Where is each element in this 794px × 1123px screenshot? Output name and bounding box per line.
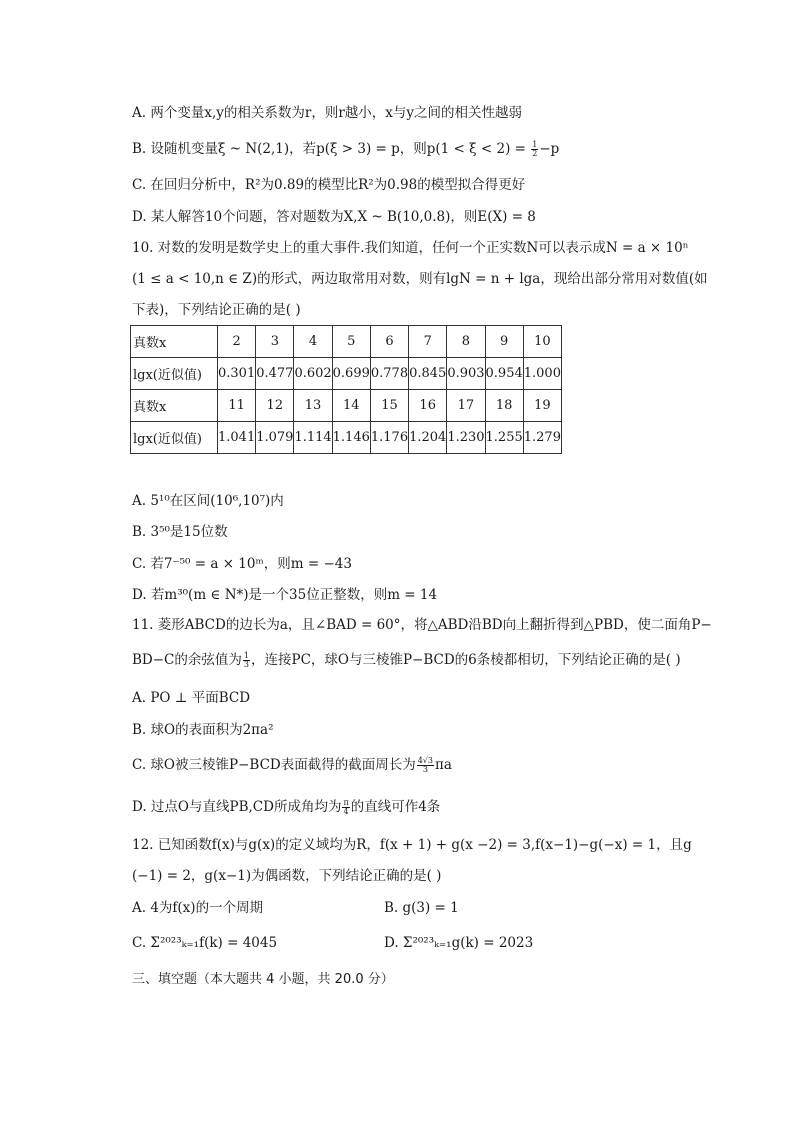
q11-option-d bbox=[132, 797, 440, 817]
q11-option-b: B. 球O的表面积为2πa² bbox=[132, 722, 274, 738]
table-row bbox=[131, 390, 562, 422]
q10-option-a: A. 5¹⁰在区间(10⁶,10⁷)内 bbox=[132, 493, 284, 509]
q12-stem-line-2: (−1) = 2，g(x−1)为偶函数，下列结论正确的是( ) bbox=[132, 868, 442, 884]
table-cell: 0.477 bbox=[256, 358, 294, 390]
table-cell: 0.301 bbox=[218, 358, 256, 390]
q11-option-c-text: C. 球O被三棱锥P−BCD表面截得的截面周长为 bbox=[132, 757, 416, 773]
q10-option-b: B. 3⁵⁰是15位数 bbox=[132, 524, 228, 540]
log-value-table bbox=[130, 325, 562, 454]
q9-option-b-text: B. 设随机变量ξ ~ N(2,1)，若p(ξ > 3) = p，则p(1 < ξ < 2) = bbox=[132, 141, 531, 157]
q12-option-d: D. Σ²⁰²³ₖ₌₁g(k) = 2023 bbox=[384, 935, 534, 951]
table-cell: 1.079 bbox=[256, 422, 294, 454]
q10-option-c: C. 若7⁻⁵⁰ = a × 10ᵐ，则m = −43 bbox=[132, 556, 352, 572]
q10-option-d: D. 若m³⁰(m ∈ N*)是一个35位正整数，则m = 14 bbox=[132, 587, 438, 603]
q10-stem-line-2: (1 ≤ a < 10,n ∈ Z)的形式，两边取常用对数，则有lgN = n + lga，现给出部分常用对数值(如 bbox=[132, 271, 708, 287]
table-cell: 10 bbox=[523, 326, 561, 358]
table-cell: 4 bbox=[294, 326, 332, 358]
fraction-denominator: 3 bbox=[243, 660, 249, 669]
table-row-header: 真数x bbox=[131, 390, 218, 422]
q11-option-a: A. PO ⊥ 平面BCD bbox=[132, 690, 251, 706]
table-cell: 1.230 bbox=[447, 422, 485, 454]
table-cell: 1.041 bbox=[218, 422, 256, 454]
q12-option-a: A. 4为f(x)的一个周期 bbox=[132, 900, 264, 916]
q11-option-c bbox=[132, 755, 452, 775]
q11-option-d-text: D. 过点O与直线PB,CD所成角均为 bbox=[132, 799, 342, 815]
q10-stem-line-3: 下表)，下列结论正确的是( ) bbox=[132, 302, 301, 318]
fraction-denominator: 2 bbox=[532, 149, 538, 158]
q9-option-b-tail: −p bbox=[539, 141, 560, 157]
table-cell: 0.699 bbox=[332, 358, 370, 390]
section-heading-fill-in: 三、填空题（本大题共 4 小题，共 20.0 分） bbox=[132, 972, 394, 987]
table-cell: 2 bbox=[218, 326, 256, 358]
q11-stem-line-2 bbox=[132, 650, 681, 670]
table-cell: 13 bbox=[294, 390, 332, 422]
table-cell: 1.000 bbox=[523, 358, 561, 390]
q11-option-d-tail: 的直线可作4条 bbox=[350, 799, 441, 815]
fraction-denominator: 4 bbox=[343, 807, 349, 816]
q9-option-c: C. 在回归分析中，R²为0.89的模型比R²为0.98的模型拟合得更好 bbox=[132, 177, 526, 193]
table-cell: 11 bbox=[218, 390, 256, 422]
q12-option-c: C. Σ²⁰²³ₖ₌₁f(k) = 4045 bbox=[132, 935, 278, 951]
q11-stem-line-2-text: BD−C的余弦值为 bbox=[132, 652, 242, 668]
fraction-numerator: 1 bbox=[532, 140, 538, 149]
table-cell: 17 bbox=[447, 390, 485, 422]
table-cell: 0.954 bbox=[485, 358, 523, 390]
q9-option-b-fraction bbox=[531, 141, 538, 158]
q11-option-c-tail: πa bbox=[435, 757, 452, 773]
table-row-header: lgx(近似值) bbox=[131, 358, 218, 390]
table-cell: 0.602 bbox=[294, 358, 332, 390]
table-row bbox=[131, 358, 562, 390]
table-cell: 14 bbox=[332, 390, 370, 422]
table-cell: 9 bbox=[485, 326, 523, 358]
q12-option-b: B. g(3) = 1 bbox=[384, 900, 459, 916]
q12-stem-line-1: 12. 已知函数f(x)与g(x)的定义域均为R，f(x + 1) + g(x −2) = 3,f(x−1)−g(−x) = 1，且g bbox=[132, 837, 692, 853]
q11-stem-fraction bbox=[243, 652, 250, 669]
q11-option-c-fraction bbox=[417, 757, 434, 774]
table-cell: 18 bbox=[485, 390, 523, 422]
table-cell: 19 bbox=[523, 390, 561, 422]
table-row-header: lgx(近似值) bbox=[131, 422, 218, 454]
table-row-header: 真数x bbox=[131, 326, 218, 358]
table-cell: 1.279 bbox=[523, 422, 561, 454]
q10-stem-line-1: 10. 对数的发明是数学史上的重大事件.我们知道，任何一个正实数N可以表示成N = a × 10ⁿ bbox=[132, 240, 689, 256]
q11-option-d-fraction bbox=[342, 799, 349, 816]
q11-stem-line-1: 11. 菱形ABCD的边长为a，且∠BAD = 60°，将△ABD沿BD向上翻折得到△PBD，使二面角P− bbox=[132, 617, 712, 633]
table-cell: 1.255 bbox=[485, 422, 523, 454]
fraction-denominator: 3 bbox=[422, 765, 428, 774]
table-cell: 12 bbox=[256, 390, 294, 422]
table-cell: 7 bbox=[409, 326, 447, 358]
fraction-numerator: π bbox=[343, 798, 349, 807]
table-cell: 0.778 bbox=[370, 358, 408, 390]
table-cell: 1.146 bbox=[332, 422, 370, 454]
q9-option-d: D. 某人解答10个问题，答对题数为X,X ~ B(10,0.8)，则E(X) = 8 bbox=[132, 209, 536, 225]
fraction-numerator: 1 bbox=[243, 651, 249, 660]
table-row bbox=[131, 326, 562, 358]
q11-stem-line-2-tail: ，连接PC，球O与三棱锥P−BCD的6条棱都相切，下列结论正确的是( ) bbox=[250, 652, 681, 668]
table-cell: 15 bbox=[370, 390, 408, 422]
table-cell: 3 bbox=[256, 326, 294, 358]
table-cell: 16 bbox=[409, 390, 447, 422]
table-row bbox=[131, 422, 562, 454]
table-cell: 0.903 bbox=[447, 358, 485, 390]
table-cell: 0.845 bbox=[409, 358, 447, 390]
table-cell: 1.176 bbox=[370, 422, 408, 454]
table-cell: 6 bbox=[370, 326, 408, 358]
fraction-numerator: 4√3 bbox=[417, 756, 433, 765]
q9-option-b bbox=[132, 139, 559, 159]
table-cell: 1.204 bbox=[409, 422, 447, 454]
q9-option-a: A. 两个变量x,y的相关系数为r，则r越小，x与y之间的相关性越弱 bbox=[132, 105, 523, 121]
table-cell: 8 bbox=[447, 326, 485, 358]
table-cell: 5 bbox=[332, 326, 370, 358]
table-cell: 1.114 bbox=[294, 422, 332, 454]
